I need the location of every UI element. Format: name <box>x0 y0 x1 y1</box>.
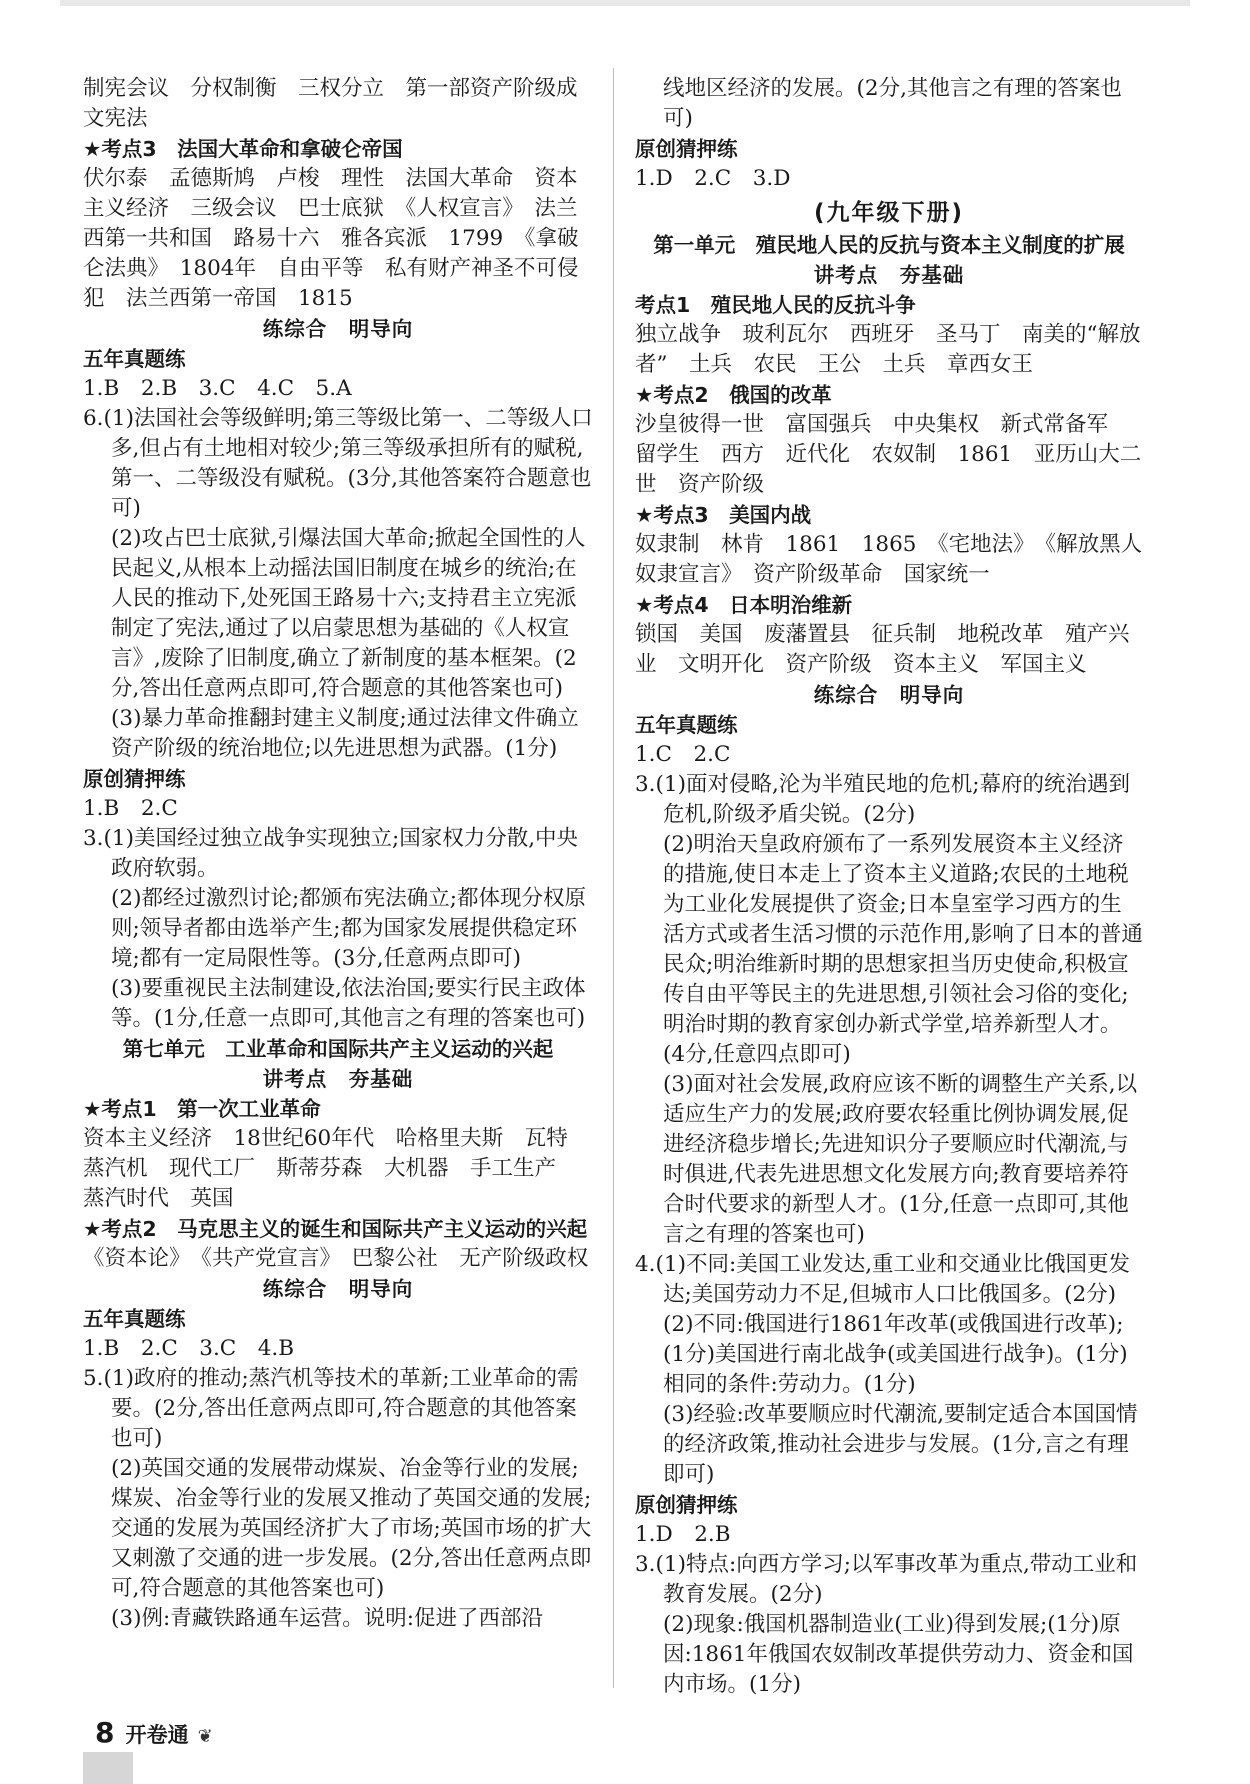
top-edge-band <box>60 0 1190 6</box>
unit7-title: 第七单元 工业革命和国际共产主义运动的兴起 <box>122 1037 554 1061</box>
wn-answers: 1.C 2.C <box>635 742 731 767</box>
kp2-title: ★考点2 马克思主义的诞生和国际共产主义运动的兴起 <box>83 1217 588 1241</box>
kp4-body: 锁国 美国 废藩置县 征兵制 地税改革 殖产兴业 文明开化 资产阶级 资本主义 军国主义 <box>635 622 1130 677</box>
kp2-body: 沙皇彼得一世 富国强兵 中央集权 新式常备军 留学生 西方 近代化 农奴制 1861 亚历山大二世 资产阶级 <box>635 412 1142 497</box>
kp3-body: 伏尔泰 孟德斯鸠 卢梭 理性 法国大革命 资本主义经济 三级会议 巴士底狱 《人权宣言》 法兰西第一共和国 路易十六 雅各宾派 1799 《拿破仑法典》 1804年 自由平等 私有财产神圣不可侵犯 法兰西第一帝国 1815 <box>83 166 579 311</box>
wn-title: 五年真题练 <box>635 713 738 737</box>
section-title: 练综合 明导向 <box>262 317 414 341</box>
q3-part1: 3.(1)面对侵略,沦为半殖民地的危机;幕府的统治遇到危机,阶级矛盾尖锐。(2分) <box>635 772 1131 827</box>
yc0-answers: 1.D 2.C 3.D <box>635 166 791 191</box>
kp3-title: ★考点3 美国内战 <box>635 503 812 527</box>
kp1-title: ★考点1 第一次工业革命 <box>83 1097 321 1121</box>
yc1-title: 原创猜押练 <box>83 767 186 791</box>
section-title: 练综合 明导向 <box>813 683 965 707</box>
q4-part3: (3)经验:改革要顺应时代潮流,要制定适合本国国情的经济政策,推动社会进步与发展。(1分,言之有理即可) <box>663 1402 1138 1487</box>
q3b-part2: (2)现象:俄国机器制造业(工业)得到发展;(1分)原因:1861年俄国农奴制改革提供劳动力、资金和国内市场。(1分) <box>663 1612 1134 1697</box>
q4-part1: 4.(1)不同:美国工业发达,重工业和交通业比俄国更发达;美国劳动力不足,但城市人口比俄国多。(2分) <box>635 1252 1131 1307</box>
kp1-body: 资本主义经济 18世纪60年代 哈格里夫斯 瓦特 蒸汽机 现代工厂 斯蒂芬森 大机器 手工生产 蒸汽时代 英国 <box>83 1126 590 1211</box>
continued-text: 线地区经济的发展。(2分,其他言之有理的答案也可) <box>663 76 1122 131</box>
q3-part3: (3)要重视民主法制建设,依法治国;要实行民主政体等。(1分,任意一点即可,其他言之有理的答案也可) <box>111 976 586 1031</box>
column-divider <box>613 68 614 1688</box>
section-title: 讲考点 夯基础 <box>262 1067 414 1091</box>
kp1-title: 考点1 殖民地人民的反抗斗争 <box>635 293 916 317</box>
q6-part2: (2)攻占巴士底狱,引爆法国大革命;掀起全国性的人民起义,从根本上动摇法国旧制度在城乡的统治;在人民的推动下,处死国王路易十六;支持君主立宪派制定了宪法,通过了以启蒙思想为基础的《人权宣言》,废除了旧制度,确立了新制度的基本框架。(2分,答出任意两点即可,符合题意的其他答案也可) <box>111 526 586 701</box>
q3-part1: 3.(1)美国经过独立战争实现独立;国家权力分散,中央政府软弱。 <box>83 826 579 881</box>
yc-answers: 1.D 2.B <box>635 1522 731 1547</box>
q3b-part1: 3.(1)特点:向西方学习;以军事改革为重点,带动工业和教育发展。(2分) <box>635 1552 1138 1607</box>
q5-part3: (3)例:青藏铁路通车运营。说明:促进了西部沿 <box>111 1606 543 1631</box>
unit1-title: 第一单元 殖民地人民的反抗与资本主义制度的扩展 <box>653 233 1125 257</box>
q3-part2: (2)都经过激烈讨论;都颁布宪法确立;都体现分权原则;领导者都由选举产生;都为国家发展提供稳定环境;都有一定局限性等。(3分,任意两点即可) <box>111 886 586 971</box>
leaf-icon: ❦ <box>197 1726 213 1747</box>
q4-part2: (2)不同:俄国进行1861年改革(或俄国进行改革);(1分)美国进行南北战争(或美国进行战争)。(1分)相同的条件:劳动力。(1分) <box>663 1312 1128 1397</box>
intro-text: 制宪会议 分权制衡 三权分立 第一部资产阶级成文宪法 <box>83 76 578 131</box>
q5-part2: (2)英国交通的发展带动煤炭、冶金等行业的发展;煤炭、冶金等行业的发展又推动了英国交通的发展;交通的发展为英国经济扩大了市场;英国市场的扩大又刺激了交通的进一步发展。(2分,答出任意两点即可,符合题意的其他答案也可) <box>111 1456 592 1601</box>
kp1-body: 独立战争 玻利瓦尔 西班牙 圣马丁 南美的“解放者” 土兵 农民 王公 土兵 章西女王 <box>635 322 1141 377</box>
q6-part3: (3)暴力革命推翻封建主义制度;通过法律文件确立资产阶级的统治地位;以先进思想为武器。(1分) <box>111 706 579 761</box>
wn2-title: 五年真题练 <box>83 1307 186 1331</box>
book-title: (九年级下册) <box>813 200 965 226</box>
yc-title: 原创猜押练 <box>635 1493 738 1517</box>
wn2-answers: 1.B 2.C 3.C 4.B <box>83 1336 295 1361</box>
section-title: 练综合 明导向 <box>262 1277 414 1301</box>
page-footer <box>95 1716 213 1749</box>
q3-part2: (2)明治天皇政府颁布了一系列发展资本主义经济的措施,使日本走上了资本主义道路;农民的土地税为工业化发展提供了资金;日本皇室学习西方的生活方式或者生活习惯的示范作用,影响了日本的普通民众;明治维新时期的思想家担当历史使命,积极宣传自由平等民主的先进思想,引领社会习俗的变化;明治时期的教育家创办新式学堂,培养新型人才。(4分,任意四点即可) <box>663 832 1143 1067</box>
yc0-title: 原创猜押练 <box>635 137 738 161</box>
section-title: 讲考点 夯基础 <box>813 263 965 287</box>
wn1-title: 五年真题练 <box>83 347 186 371</box>
page-number: 8 <box>95 1716 115 1749</box>
kp3-body: 奴隶制 林肯 1861 1865 《宅地法》 《解放黑人奴隶宣言》 资产阶级革命 国家统一 <box>635 532 1143 587</box>
kp3-title: ★考点3 法国大革命和拿破仑帝国 <box>83 137 403 161</box>
q5-part1: 5.(1)政府的推动;蒸汽机等技术的革新;工业革命的需要。(2分,答出任意两点即可,符合题意的其他答案也可) <box>83 1366 579 1451</box>
q3-part3: (3)面对社会发展,政府应该不断的调整生产关系,以适应生产力的发展;政府要农轻重比例协调发展,促进经济稳步增长;先进知识分子要顺应时代潮流,与时俱进,代表先进思想文化发展方向;教育要培养符合时代要求的新型人才。(1分,任意一点即可,其他言之有理的答案也可) <box>663 1072 1138 1247</box>
wn1-answers: 1.B 2.B 3.C 4.C 5.A <box>83 376 352 401</box>
page-corner-tab <box>83 1752 133 1784</box>
yc1-answers: 1.B 2.C <box>83 796 178 821</box>
left-column <box>83 74 593 1634</box>
kp2-body: 《资本论》 《共产党宣言》 巴黎公社 无产阶级政权 <box>83 1246 589 1271</box>
q6-part1: 6.(1)法国社会等级鲜明;第三等级比第一、二等级人口多,但占有土地相对较少;第三等级承担所有的赋税,第一、二等级没有赋税。(3分,其他答案符合题意也可) <box>83 406 593 521</box>
kp4-title: ★考点4 日本明治维新 <box>635 593 853 617</box>
brand-name: 开卷通 <box>125 1723 189 1747</box>
kp2-title: ★考点2 俄国的改革 <box>635 383 832 407</box>
right-column <box>635 74 1143 1700</box>
